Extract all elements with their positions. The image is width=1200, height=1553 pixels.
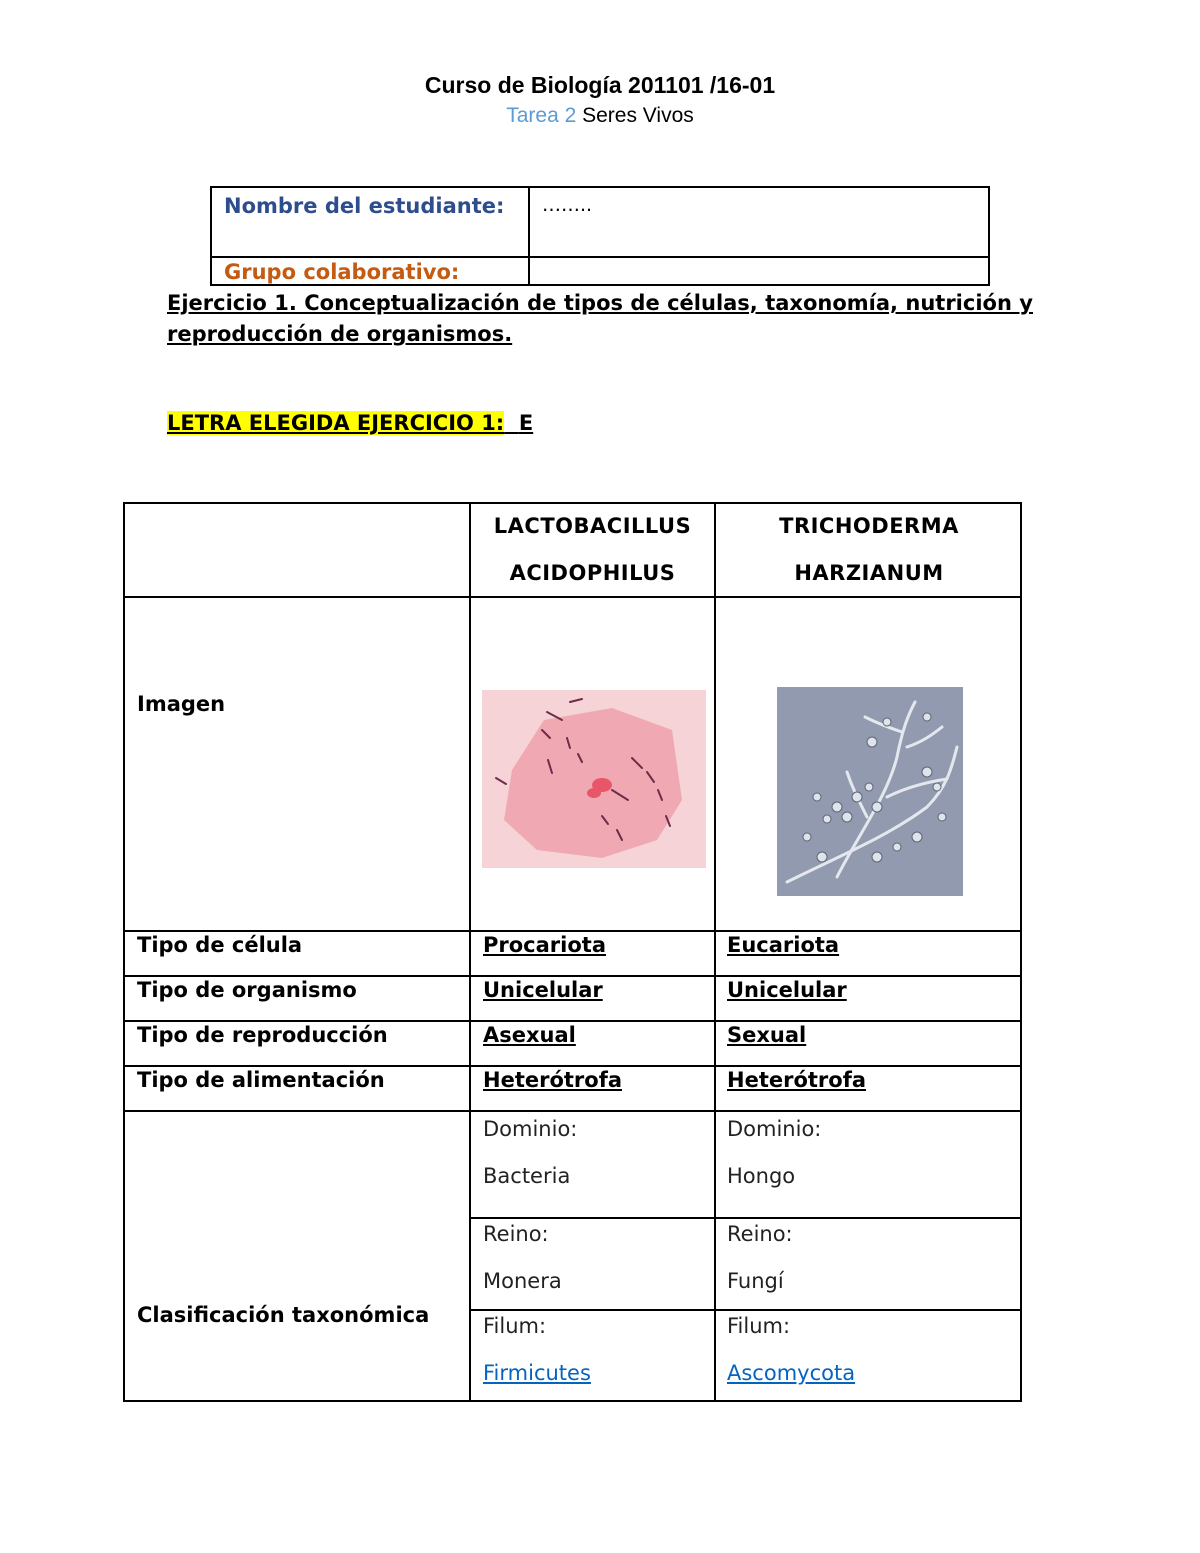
- phylum-label-1: Filum:: [483, 1314, 547, 1338]
- phylum-1: [483, 1303, 591, 1397]
- student-name-label: Nombre del estudiante:: [224, 194, 505, 218]
- page-title: Curso de Biología 201101 /16-01: [424, 72, 776, 98]
- organism-2-line2: HARZIANUM: [794, 561, 944, 585]
- phylum-link-2[interactable]: Ascomycota: [727, 1361, 856, 1385]
- chosen-letter: [167, 411, 533, 435]
- kingdom-value-1: Monera: [483, 1269, 562, 1293]
- domain-label-2: Dominio:: [727, 1117, 822, 1141]
- student-name-value[interactable]: ……..: [542, 194, 593, 216]
- chosen-letter-value: E: [518, 411, 534, 435]
- organism-header-2: [716, 503, 1022, 597]
- nutrition-1: Heterótrofa: [483, 1068, 623, 1092]
- row-label-cell-type: Tipo de célula: [137, 933, 303, 957]
- reproduction-2: Sexual: [727, 1023, 807, 1047]
- organism-2-line1: TRICHODERMA: [779, 514, 959, 538]
- cell-type-2: Eucariota: [727, 933, 840, 957]
- kingdom-value-2: Fungí: [727, 1269, 784, 1293]
- phylum-2: [727, 1303, 855, 1397]
- domain-2: [727, 1106, 821, 1200]
- kingdom-2: [727, 1211, 793, 1305]
- classification-label: Clasificación taxonómica: [137, 1303, 430, 1327]
- reproduction-1: Asexual: [483, 1023, 576, 1047]
- kingdom-label-1: Reino:: [483, 1222, 549, 1246]
- trichoderma-image: [777, 687, 963, 896]
- image-row-label: Imagen: [137, 692, 226, 716]
- organism-type-1: Unicelular: [483, 978, 603, 1002]
- page-subtitle: [0, 104, 1200, 128]
- domain-1: [483, 1106, 577, 1200]
- organism-type-2: Unicelular: [727, 978, 847, 1002]
- student-info-table: [210, 186, 990, 286]
- exercise-heading: Ejercicio 1. Conceptualización de tipos de células, taxonomía, nutrición y reproducción de organismos.: [167, 291, 1033, 346]
- phylum-link-1[interactable]: Firmicutes: [483, 1361, 591, 1385]
- domain-value-2: Hongo: [727, 1164, 796, 1188]
- row-label-organism-type: Tipo de organismo: [137, 978, 357, 1002]
- organism-header-1: [471, 503, 714, 597]
- kingdom-label-2: Reino:: [727, 1222, 793, 1246]
- row-label-reproduction: Tipo de reproducción: [137, 1023, 388, 1047]
- chosen-letter-label: LETRA ELEGIDA EJERCICIO 1:: [167, 411, 505, 435]
- group-label: Grupo colaborativo:: [224, 260, 460, 284]
- nutrition-2: Heterótrofa: [727, 1068, 867, 1092]
- lactobacillus-image: [482, 690, 706, 868]
- organism-table: [123, 502, 1022, 1402]
- subtitle-accent: Tarea 2: [506, 104, 577, 127]
- phylum-label-2: Filum:: [727, 1314, 791, 1338]
- domain-label-1: Dominio:: [483, 1117, 578, 1141]
- kingdom-1: [483, 1211, 562, 1305]
- organism-1-line1: LACTOBACILLUS: [493, 514, 692, 538]
- row-label-nutrition: Tipo de alimentación: [137, 1068, 385, 1092]
- cell-type-1: Procariota: [483, 933, 606, 957]
- domain-value-1: Bacteria: [483, 1164, 571, 1188]
- subtitle-rest: Seres Vivos: [576, 104, 694, 127]
- organism-1-line2: ACIDOPHILUS: [509, 561, 676, 585]
